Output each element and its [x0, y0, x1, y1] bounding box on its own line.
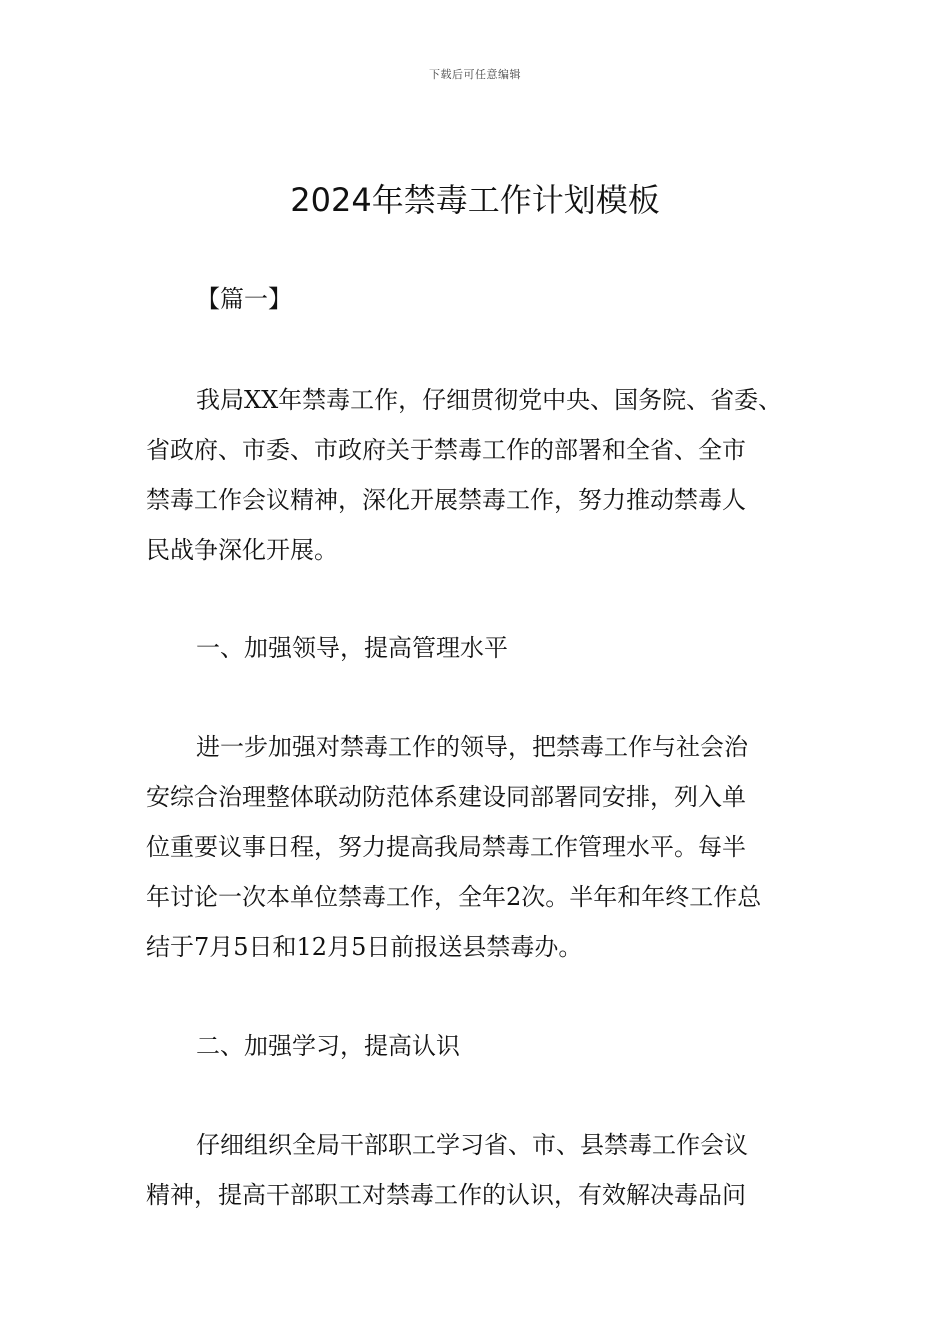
- intro-paragraph: [146, 375, 826, 575]
- paragraph-line: 我局XX年禁毒工作，仔细贯彻党中央、国务院、省委、: [196, 386, 783, 414]
- paragraph-1: [146, 722, 826, 972]
- paragraph-line: 结于7月5日和12月5日前报送县禁毒办。: [146, 933, 583, 961]
- paragraph-line: 年讨论一次本单位禁毒工作，全年2次。半年和年终工作总: [146, 883, 762, 911]
- paragraph-line: 精神，提高干部职工对禁毒工作的认识，有效解决毒品问: [146, 1181, 746, 1209]
- section-heading-1: 一、加强领导，提高管理水平: [196, 634, 508, 662]
- paragraph-2: [146, 1120, 826, 1220]
- paragraph-line: 位重要议事日程，努力提高我局禁毒工作管理水平。每半: [146, 833, 746, 861]
- section-heading-2: 二、加强学习，提高认识: [196, 1032, 460, 1060]
- paragraph-line: 仔细组织全局干部职工学习省、市、县禁毒工作会议: [196, 1131, 748, 1159]
- document-title: 2024年禁毒工作计划模板: [290, 181, 660, 219]
- paragraph-line: 安综合治理整体联动防范体系建设同部署同安排，列入单: [146, 783, 746, 811]
- section-label: 【篇一】: [196, 285, 292, 313]
- paragraph-line: 省政府、市委、市政府关于禁毒工作的部署和全省、全市: [146, 436, 746, 464]
- paragraph-line: 民战争深化开展。: [146, 536, 338, 564]
- paragraph-line: 禁毒工作会议精神，深化开展禁毒工作，努力推动禁毒人: [146, 486, 746, 514]
- paragraph-line: 进一步加强对禁毒工作的领导，把禁毒工作与社会治: [196, 733, 748, 761]
- header-note: 下载后可任意编辑: [429, 68, 521, 81]
